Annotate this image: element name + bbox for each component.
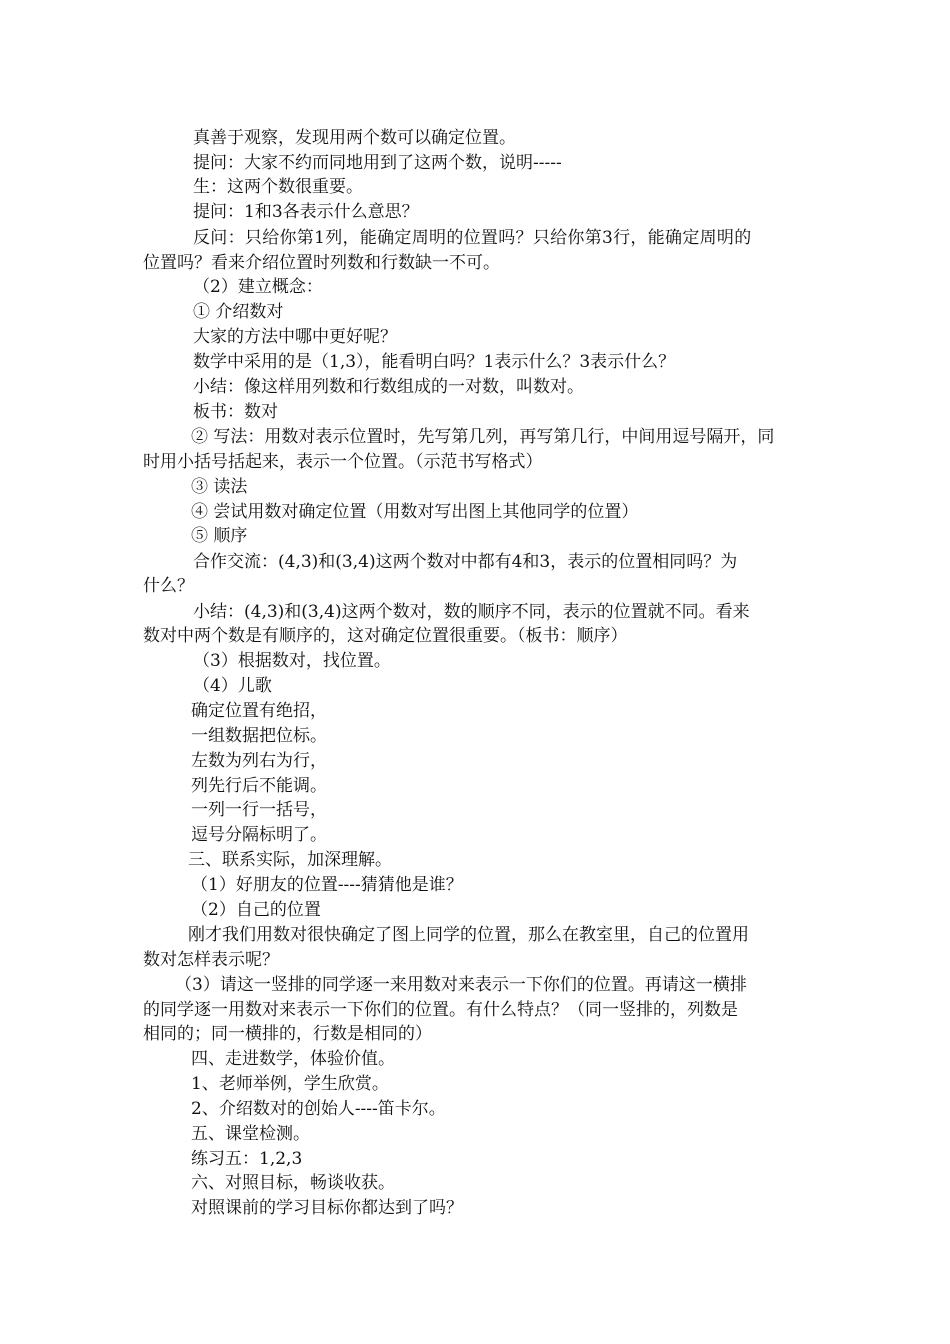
text-line: 练习五：1,2,3 bbox=[191, 1149, 303, 1169]
text-line: 四、走进数学，体验价值。 bbox=[191, 1049, 395, 1069]
text-line: 什么？ bbox=[143, 576, 194, 596]
text-line: 数对怎样表示呢？ bbox=[143, 950, 279, 970]
text-line: 位置吗？看来介绍位置时列数和行数缺一不可。 bbox=[143, 253, 500, 273]
text-line: 数学中采用的是（1,3），能看明白吗？1表示什么？3表示什么？ bbox=[193, 352, 676, 372]
text-line: 逗号分隔标明了。 bbox=[191, 825, 327, 845]
text-line: 刚才我们用数对很快确定了图上同学的位置，那么在教室里，自己的位置用 bbox=[188, 925, 749, 945]
text-line: 左数为列右为行， bbox=[191, 751, 327, 771]
text-line: 小结：像这样用列数和行数组成的一对数，叫数对。 bbox=[193, 377, 584, 397]
text-line: 数对中两个数是有顺序的，这对确定位置很重要。（板书：顺序） bbox=[143, 626, 628, 646]
text-line: 合作交流：(4,3)和(3,4)这两个数对中都有4和3，表示的位置相同吗？为 bbox=[193, 552, 738, 572]
text-line: 六、对照目标，畅谈收获。 bbox=[191, 1173, 395, 1193]
text-line: 一组数据把位标。 bbox=[191, 726, 327, 746]
text-line: 1、老师举例，学生欣赏。 bbox=[191, 1074, 389, 1094]
text-line: ① 介绍数对 bbox=[193, 302, 284, 322]
text-line: 提问：大家不约而同地用到了这两个数，说明----- bbox=[193, 153, 562, 173]
text-line: ② 写法：用数对表示位置时，先写第几列，再写第几行，中间用逗号隔开，同 bbox=[191, 427, 775, 447]
text-line: 生：这两个数很重要。 bbox=[193, 177, 363, 197]
text-line: 反问：只给你第1列，能确定周明的位置吗？只给你第3行，能确定周明的 bbox=[193, 228, 752, 248]
text-line: 五、课堂检测。 bbox=[191, 1124, 310, 1144]
text-line: （4）儿歌 bbox=[193, 676, 272, 696]
text-line: 一列一行一括号， bbox=[191, 800, 327, 820]
text-line: 对照课前的学习目标你都达到了吗？ bbox=[191, 1198, 463, 1218]
text-line: 2、介绍数对的创始人----笛卡尔。 bbox=[191, 1099, 446, 1119]
text-line: 大家的方法中哪中更好呢？ bbox=[193, 327, 397, 347]
text-line: （2）自己的位置 bbox=[191, 900, 321, 920]
text-line: 真善于观察，发现用两个数可以确定位置。 bbox=[193, 128, 516, 148]
text-line: 相同的；同一横排的，行数是相同的） bbox=[143, 1024, 432, 1044]
text-line: ⑤ 顺序 bbox=[191, 526, 248, 546]
text-line: 列先行后不能调。 bbox=[191, 776, 327, 796]
text-line: （2）建立概念： bbox=[193, 277, 323, 297]
text-line: 小结：(4,3)和(3,4)这两个数对，数的顺序不同，表示的位置就不同。看来 bbox=[193, 602, 750, 622]
text-line: 提问：1和3各表示什么意思？ bbox=[193, 202, 419, 222]
text-line: 时用小括号括起来，表示一个位置。（示范书写格式） bbox=[143, 452, 543, 472]
text-line: 确定位置有绝招， bbox=[191, 701, 327, 721]
text-line: 的同学逐一用数对来表示一下你们的位置。有什么特点？（同一竖排的，列数是 bbox=[143, 1000, 738, 1020]
text-line: 三、联系实际，加深理解。 bbox=[188, 850, 392, 870]
text-line: （3）根据数对，找位置。 bbox=[193, 651, 391, 671]
text-line: ④ 尝试用数对确定位置（用数对写出图上其他同学的位置） bbox=[191, 502, 639, 522]
text-line: 板书：数对 bbox=[193, 402, 278, 422]
text-line: ③ 读法 bbox=[191, 477, 248, 497]
text-line: （1）好朋友的位置----猜猜他是谁？ bbox=[191, 875, 463, 895]
text-line: （3）请这一竖排的同学逐一来用数对来表示一下你们的位置。再请这一横排 bbox=[175, 975, 747, 995]
